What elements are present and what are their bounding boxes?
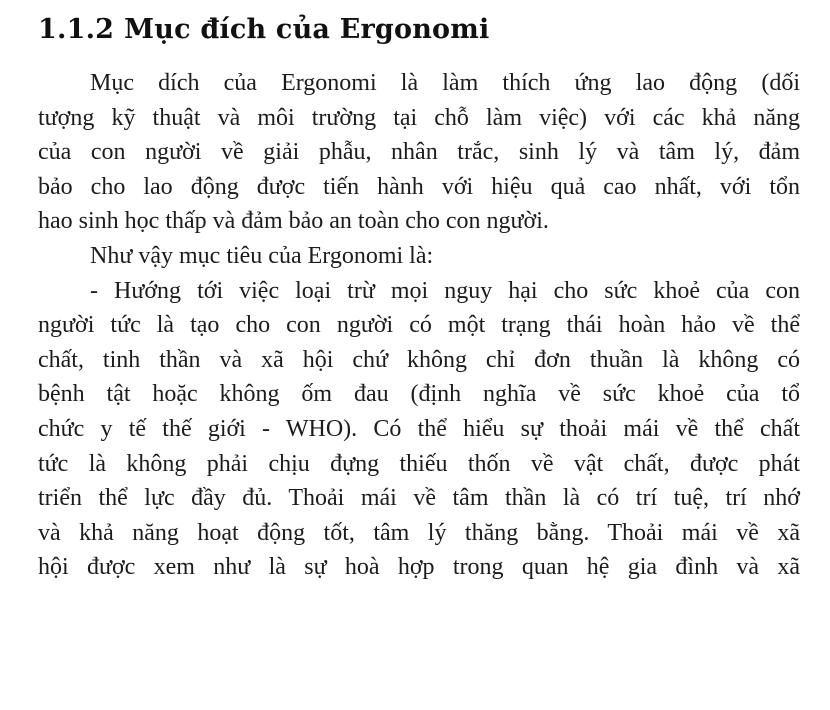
paragraph-goal-health [38,274,800,585]
text-line: Như vậy mục tiêu của Ergonomi là: [90,242,434,269]
section-heading [38,10,800,50]
text-line: của con người về giải phẫu, nhân trắc, sinh lý và tâm lý, đảm [38,139,800,166]
section-title: Mục đích của Ergonomi [124,14,490,45]
text-line: Mục dích của Ergonomi là làm thích ứng lao động (dối [90,70,800,96]
text-line: hội được xem như là sự hoà hợp trong quan hệ gia đình và xã [38,554,800,581]
text-line: chất, tinh thần và xã hội chứ không chỉ đơn thuần là không có [38,346,800,373]
text-line: người tức là tạo cho con người có một trạng thái hoàn hảo về thể [38,312,800,339]
document-page [38,10,800,585]
text-line: triển thể lực đầy đủ. Thoải mái về tâm thần là có trí tuệ, trí nhớ [38,485,800,512]
text-line: và khả năng hoạt động tốt, tâm lý thăng bằng. Thoải mái về xã [38,519,800,546]
section-number: 1.1.2 [38,14,115,45]
text-line: chức y tế thế giới - WHO). Có thể hiểu sự thoải mái về thể chất [38,415,800,442]
paragraph-purpose [38,66,800,239]
text-line: - Hướng tới việc loại trừ mọi nguy hại cho sức khoẻ của con [90,277,800,304]
text-line: bệnh tật hoặc không ốm đau (định nghĩa về sức khoẻ của tổ [38,381,800,408]
paragraph-goals-intro [38,239,800,274]
text-line: hao sinh học thấp và đảm bảo an toàn cho con người. [38,208,549,235]
text-line: tức là không phải chịu đựng thiếu thốn về vật chất, được phát [38,450,800,477]
text-line: tượng kỹ thuật và môi trường tại chỗ làm việc) với các khả năng [38,104,800,131]
text-line: bảo cho lao động được tiến hành với hiệu quả cao nhất, với tổn [38,173,800,200]
